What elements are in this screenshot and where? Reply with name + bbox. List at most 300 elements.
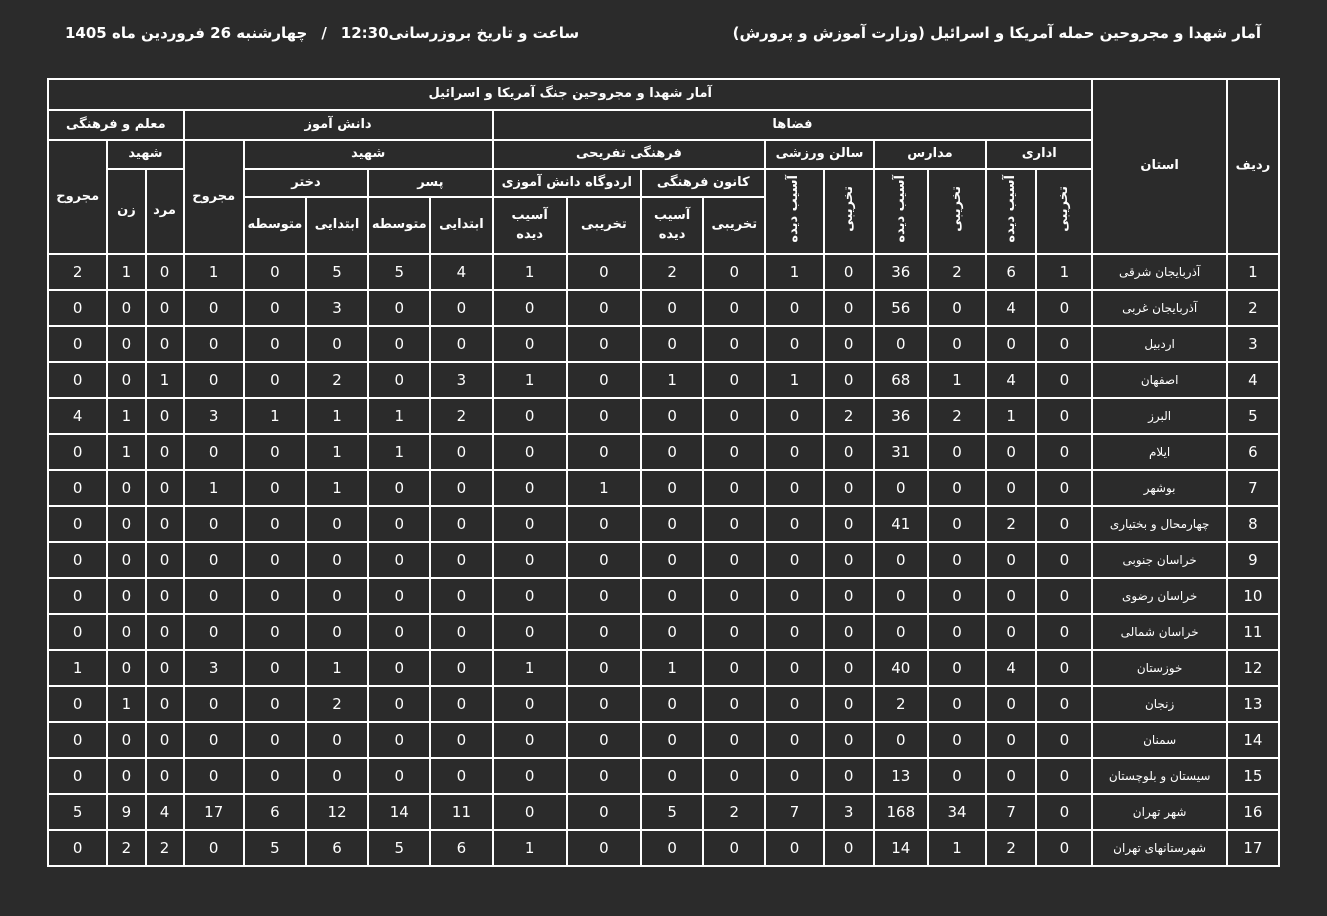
value-cell: 0 [146,506,184,542]
value-cell: 0 [368,686,430,722]
value-cell: 1 [107,398,145,434]
value-cell: 0 [765,722,823,758]
value-cell: 0 [146,542,184,578]
value-cell: 2 [641,254,703,290]
row-number-cell: 3 [1227,326,1279,362]
value-cell: 0 [244,290,306,326]
value-cell: 0 [1036,506,1092,542]
value-cell: 0 [928,290,986,326]
value-cell: 4 [986,290,1036,326]
header-girl-secondary: متوسطه [244,197,306,254]
value-cell: 14 [368,794,430,830]
value-cell: 4 [986,650,1036,686]
province-cell: آذربایجان شرقی [1092,254,1226,290]
value-cell: 0 [48,542,107,578]
row-number-cell: 4 [1227,362,1279,398]
value-cell: 0 [430,290,492,326]
update-time: ساعت و تاریخ بروزرسانی12:30 [340,24,580,42]
province-cell: زنجان [1092,686,1226,722]
value-cell: 1 [107,254,145,290]
table-row [48,758,1279,794]
value-cell: 0 [765,614,823,650]
value-cell: 0 [306,614,368,650]
vertical-label: تخریبی [948,185,964,232]
value-cell: 0 [146,326,184,362]
province-cell: خراسان رضوی [1092,578,1226,614]
value-cell: 0 [430,326,492,362]
value-cell: 0 [765,758,823,794]
value-cell: 0 [928,470,986,506]
value-cell: 0 [824,686,874,722]
value-cell: 0 [1036,290,1092,326]
header-male: مرد [146,169,184,254]
value-cell: 0 [703,650,765,686]
value-cell: 7 [986,794,1036,830]
value-cell: 0 [567,398,641,434]
province-cell: خراسان شمالی [1092,614,1226,650]
value-cell: 0 [641,326,703,362]
value-cell: 0 [430,614,492,650]
value-cell: 0 [641,830,703,866]
value-cell: 0 [986,578,1036,614]
value-cell: 0 [703,470,765,506]
value-cell: 0 [703,758,765,794]
value-cell: 0 [184,722,244,758]
value-cell: 0 [703,614,765,650]
value-cell: 0 [1036,722,1092,758]
casualties-table [47,78,1280,867]
value-cell: 0 [430,578,492,614]
province-cell: شهرستانهای تهران [1092,830,1226,866]
value-cell: 0 [874,614,928,650]
table-row [48,794,1279,830]
value-cell: 1 [306,398,368,434]
value-cell: 0 [765,398,823,434]
value-cell: 0 [567,650,641,686]
value-cell: 0 [493,722,567,758]
value-cell: 3 [430,362,492,398]
value-cell: 0 [48,362,107,398]
value-cell: 0 [48,686,107,722]
value-cell: 0 [184,290,244,326]
row-number-cell: 6 [1227,434,1279,470]
value-cell: 0 [765,290,823,326]
value-cell: 34 [928,794,986,830]
value-cell: 0 [107,650,145,686]
value-cell: 0 [493,506,567,542]
province-cell: خراسان جنوبی [1092,542,1226,578]
value-cell: 0 [928,686,986,722]
province-cell: آذربایجان غربی [1092,290,1226,326]
row-number-cell: 17 [1227,830,1279,866]
value-cell: 0 [107,362,145,398]
value-cell: 0 [48,614,107,650]
value-cell: 1 [928,830,986,866]
value-cell: 36 [874,254,928,290]
header-teacher-injured: مجروح [48,140,107,254]
value-cell: 0 [765,830,823,866]
header-boy: پسر [368,169,492,197]
row-number-cell: 14 [1227,722,1279,758]
header-female: زن [107,169,145,254]
table-body [48,254,1279,866]
value-cell: 11 [430,794,492,830]
vertical-label: آسیب دیده [786,174,802,243]
value-cell: 1 [493,830,567,866]
value-cell: 0 [493,578,567,614]
value-cell: 0 [184,362,244,398]
value-cell: 0 [244,254,306,290]
value-cell: 0 [765,434,823,470]
value-cell: 2 [146,830,184,866]
header-gym-destroyed [824,169,874,254]
value-cell: 0 [567,614,641,650]
value-cell: 0 [430,434,492,470]
value-cell: 0 [493,614,567,650]
table-row [48,650,1279,686]
header-row-number: ردیف [1227,79,1279,254]
value-cell: 0 [48,758,107,794]
value-cell: 0 [493,542,567,578]
value-cell: 5 [48,794,107,830]
value-cell: 0 [874,470,928,506]
header-teachers: معلم و فرهنگی [48,110,184,140]
value-cell: 5 [368,254,430,290]
header-student-martyr: شهید [244,140,493,169]
province-cell: البرز [1092,398,1226,434]
value-cell: 0 [107,578,145,614]
value-cell: 7 [765,794,823,830]
value-cell: 0 [824,578,874,614]
vertical-label: تخریبی [1056,185,1072,232]
value-cell: 0 [765,542,823,578]
value-cell: 0 [146,686,184,722]
value-cell: 0 [430,470,492,506]
value-cell: 1 [306,470,368,506]
value-cell: 0 [48,470,107,506]
value-cell: 0 [146,722,184,758]
value-cell: 0 [874,326,928,362]
value-cell: 0 [1036,614,1092,650]
value-cell: 0 [107,758,145,794]
value-cell: 0 [567,326,641,362]
value-cell: 0 [703,542,765,578]
value-cell: 0 [430,506,492,542]
value-cell: 0 [368,650,430,686]
row-number-cell: 5 [1227,398,1279,434]
value-cell: 0 [146,470,184,506]
value-cell: 5 [368,830,430,866]
value-cell: 0 [824,506,874,542]
header-office-damaged [986,169,1036,254]
value-cell: 0 [824,326,874,362]
value-cell: 0 [184,830,244,866]
table-row [48,254,1279,290]
value-cell: 0 [703,434,765,470]
header-gym: سالن ورزشی [765,140,873,169]
value-cell: 0 [368,614,430,650]
table-header [48,79,1279,254]
value-cell: 0 [107,542,145,578]
value-cell: 13 [874,758,928,794]
value-cell: 0 [641,506,703,542]
header-teacher-martyr: شهید [107,140,183,169]
value-cell: 0 [567,758,641,794]
value-cell: 4 [986,362,1036,398]
value-cell: 0 [493,434,567,470]
value-cell: 0 [107,290,145,326]
value-cell: 5 [641,794,703,830]
value-cell: 36 [874,398,928,434]
value-cell: 0 [107,506,145,542]
value-cell: 5 [244,830,306,866]
value-cell: 2 [306,686,368,722]
value-cell: 1 [765,362,823,398]
value-cell: 0 [703,686,765,722]
value-cell: 0 [1036,470,1092,506]
value-cell: 0 [244,470,306,506]
province-cell: سمنان [1092,722,1226,758]
value-cell: 0 [703,326,765,362]
table-row [48,542,1279,578]
value-cell: 0 [368,722,430,758]
value-cell: 0 [824,254,874,290]
province-cell: شهر تهران [1092,794,1226,830]
value-cell: 0 [306,326,368,362]
header-camp-destroyed: تخریبی [567,197,641,254]
table-row [48,830,1279,866]
value-cell: 1 [641,650,703,686]
value-cell: 0 [368,758,430,794]
value-cell: 2 [48,254,107,290]
value-cell: 0 [1036,434,1092,470]
value-cell: 0 [107,614,145,650]
value-cell: 0 [703,506,765,542]
separator: / [321,24,327,42]
value-cell: 2 [928,398,986,434]
value-cell: 1 [986,398,1036,434]
value-cell: 0 [641,398,703,434]
value-cell: 0 [928,326,986,362]
value-cell: 0 [567,830,641,866]
value-cell: 0 [874,722,928,758]
value-cell: 0 [146,254,184,290]
header-spaces: فضاها [493,110,1093,140]
row-number-cell: 13 [1227,686,1279,722]
value-cell: 1 [146,362,184,398]
header-office: اداری [986,140,1092,169]
value-cell: 0 [986,326,1036,362]
table-row [48,506,1279,542]
value-cell: 3 [306,290,368,326]
value-cell: 0 [184,578,244,614]
value-cell: 12 [306,794,368,830]
value-cell: 0 [306,506,368,542]
value-cell: 0 [641,614,703,650]
value-cell: 0 [824,362,874,398]
value-cell: 0 [928,434,986,470]
value-cell: 0 [765,578,823,614]
value-cell: 0 [986,686,1036,722]
value-cell: 0 [824,758,874,794]
value-cell: 0 [306,578,368,614]
update-timestamp [65,24,579,42]
header-boy-secondary: متوسطه [368,197,430,254]
value-cell: 6 [244,794,306,830]
table-row [48,362,1279,398]
table-row [48,398,1279,434]
value-cell: 0 [1036,758,1092,794]
value-cell: 0 [824,614,874,650]
value-cell: 0 [368,470,430,506]
value-cell: 2 [928,254,986,290]
value-cell: 1 [306,434,368,470]
province-cell: سیستان و بلوچستان [1092,758,1226,794]
value-cell: 0 [703,830,765,866]
row-number-cell: 16 [1227,794,1279,830]
value-cell: 0 [986,542,1036,578]
value-cell: 0 [824,290,874,326]
header-center-destroyed: تخریبی [703,197,765,254]
value-cell: 0 [641,434,703,470]
vertical-label: تخریبی [840,185,856,232]
value-cell: 1 [493,254,567,290]
value-cell: 0 [48,326,107,362]
value-cell: 0 [184,506,244,542]
value-cell: 0 [567,506,641,542]
province-cell: چهارمحال و بختیاری [1092,506,1226,542]
value-cell: 0 [765,470,823,506]
vertical-label: آسیب دیده [1003,174,1019,243]
header-schools: مدارس [874,140,986,169]
vertical-label: آسیب دیده [892,174,908,243]
value-cell: 0 [368,290,430,326]
value-cell: 0 [1036,326,1092,362]
value-cell: 0 [986,470,1036,506]
value-cell: 3 [824,794,874,830]
value-cell: 0 [430,542,492,578]
value-cell: 0 [184,542,244,578]
value-cell: 0 [1036,578,1092,614]
header-cultural-center: کانون فرهنگی [641,169,765,197]
value-cell: 0 [146,434,184,470]
value-cell: 2 [430,398,492,434]
value-cell: 31 [874,434,928,470]
province-cell: بوشهر [1092,470,1226,506]
value-cell: 0 [48,830,107,866]
value-cell: 0 [824,830,874,866]
value-cell: 1 [306,650,368,686]
header-girl-primary: ابتدایی [306,197,368,254]
value-cell: 0 [641,722,703,758]
value-cell: 1 [48,650,107,686]
value-cell: 0 [1036,650,1092,686]
value-cell: 0 [765,506,823,542]
value-cell: 0 [306,542,368,578]
header-boy-primary: ابتدایی [430,197,492,254]
header-schools-damaged [874,169,928,254]
value-cell: 0 [824,434,874,470]
value-cell: 0 [493,758,567,794]
value-cell: 0 [48,290,107,326]
value-cell: 1 [765,254,823,290]
value-cell: 0 [430,758,492,794]
value-cell: 9 [107,794,145,830]
value-cell: 0 [107,326,145,362]
value-cell: 0 [368,578,430,614]
value-cell: 41 [874,506,928,542]
value-cell: 0 [567,686,641,722]
row-number-cell: 7 [1227,470,1279,506]
value-cell: 0 [368,506,430,542]
value-cell: 0 [567,794,641,830]
row-number-cell: 12 [1227,650,1279,686]
value-cell: 0 [244,722,306,758]
header-center-damaged: آسیب دیده [641,197,703,254]
value-cell: 1 [184,254,244,290]
value-cell: 6 [306,830,368,866]
value-cell: 3 [184,650,244,686]
value-cell: 0 [641,290,703,326]
value-cell: 0 [493,326,567,362]
value-cell: 0 [703,290,765,326]
value-cell: 0 [368,326,430,362]
value-cell: 0 [874,578,928,614]
value-cell: 0 [1036,830,1092,866]
header-province: استان [1092,79,1226,254]
value-cell: 0 [244,686,306,722]
table-row [48,434,1279,470]
value-cell: 6 [430,830,492,866]
value-cell: 0 [368,542,430,578]
value-cell: 56 [874,290,928,326]
value-cell: 0 [986,722,1036,758]
row-number-cell: 1 [1227,254,1279,290]
value-cell: 0 [641,470,703,506]
province-cell: اردبیل [1092,326,1226,362]
value-cell: 0 [244,650,306,686]
row-number-cell: 11 [1227,614,1279,650]
value-cell: 0 [567,362,641,398]
value-cell: 0 [824,542,874,578]
header-student-camp: اردوگاه دانش آموزی [493,169,641,197]
value-cell: 0 [824,650,874,686]
header-schools-destroyed [928,169,986,254]
header-office-destroyed [1036,169,1092,254]
value-cell: 1 [368,434,430,470]
value-cell: 0 [703,398,765,434]
province-cell: ایلام [1092,434,1226,470]
value-cell: 1 [641,362,703,398]
value-cell: 0 [1036,542,1092,578]
value-cell: 0 [48,434,107,470]
value-cell: 0 [567,254,641,290]
table-row [48,470,1279,506]
value-cell: 0 [1036,398,1092,434]
value-cell: 0 [244,614,306,650]
value-cell: 0 [146,650,184,686]
value-cell: 1 [107,434,145,470]
value-cell: 4 [146,794,184,830]
value-cell: 2 [986,830,1036,866]
value-cell: 0 [1036,362,1092,398]
value-cell: 0 [493,794,567,830]
value-cell: 2 [986,506,1036,542]
value-cell: 1 [493,650,567,686]
value-cell: 0 [874,542,928,578]
value-cell: 0 [493,470,567,506]
value-cell: 0 [244,326,306,362]
